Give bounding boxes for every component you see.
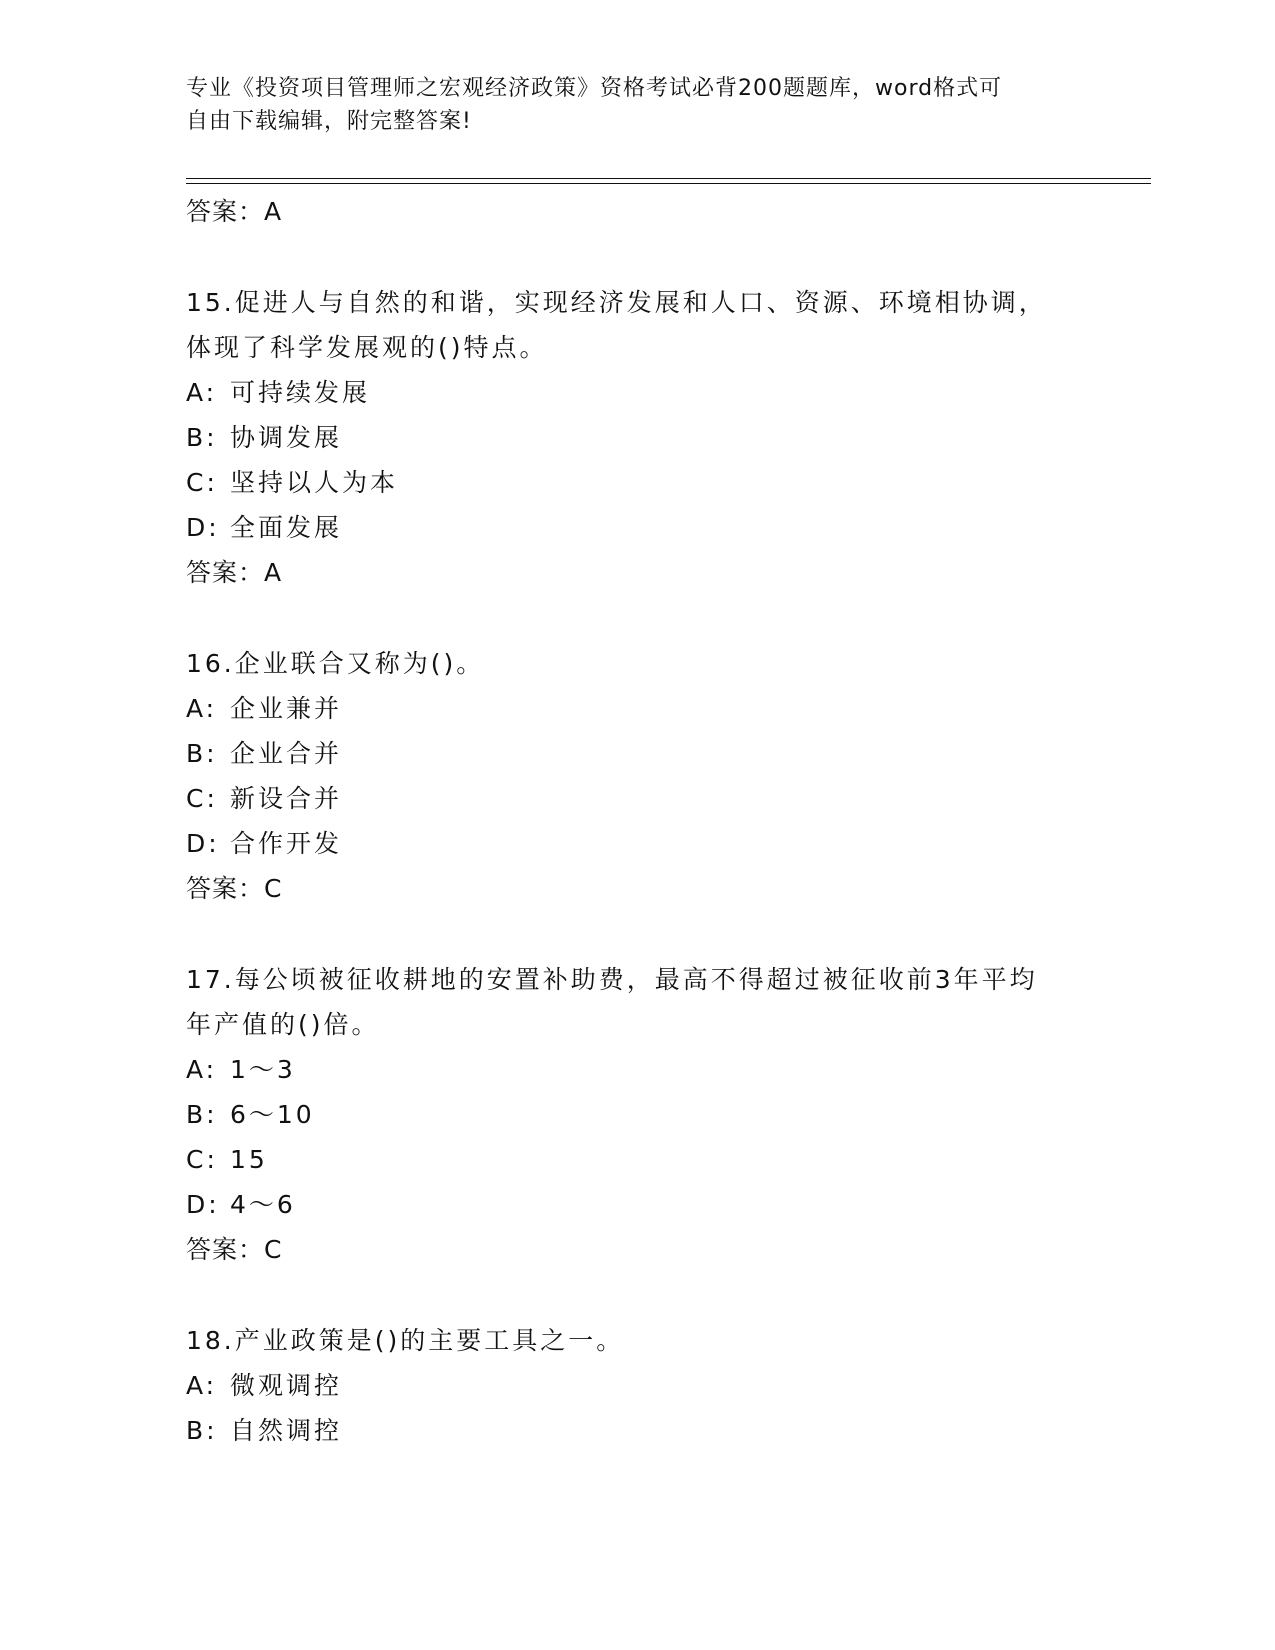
option-text: 15 [230, 1145, 268, 1174]
option-letter: D: [186, 1190, 220, 1219]
question-line: 15.促进人与自然的和谐，实现经济发展和人口、资源、环境相协调， [186, 288, 1047, 317]
option-letter: D: [186, 513, 220, 542]
question-line: 18.产业政策是()的主要工具之一。 [186, 1326, 625, 1355]
option-letter: C: [186, 784, 218, 813]
header-divider-top [186, 178, 1151, 179]
option-letter: B: [186, 423, 218, 452]
option-letter: B: [186, 1416, 218, 1445]
option-d [186, 505, 1146, 550]
option-text: 4～6 [230, 1190, 296, 1219]
answer-line: 答案：C [186, 874, 283, 903]
header-line-2: 自由下载编辑，附完整答案! [186, 109, 472, 134]
option-letter: A: [186, 1371, 218, 1400]
answer-line: 答案：A [186, 558, 283, 587]
option-letter: A: [186, 694, 218, 723]
spacer [186, 234, 1146, 280]
question-text [186, 957, 1086, 1047]
question-line: 16.企业联合又称为()。 [186, 649, 485, 678]
answer-line: 答案：A [186, 197, 283, 226]
option-letter: C: [186, 468, 218, 497]
question-line: 体现了科学发展观的()特点。 [186, 333, 548, 362]
header-divider-bottom [186, 183, 1151, 184]
option-d [186, 1182, 1146, 1227]
option-d [186, 821, 1146, 866]
option-letter: B: [186, 1100, 218, 1129]
document-header [186, 72, 1086, 138]
option-text: 6～10 [230, 1100, 315, 1129]
question-block-17 [186, 957, 1146, 1272]
option-a [186, 1363, 1146, 1408]
option-text: 新设合并 [230, 784, 343, 813]
option-a [186, 686, 1146, 731]
answer-line: 答案：C [186, 1235, 283, 1264]
option-text: 合作开发 [230, 829, 343, 858]
option-text: 全面发展 [230, 513, 343, 542]
option-letter: D: [186, 829, 220, 858]
option-text: 坚持以人为本 [230, 468, 399, 497]
option-c [186, 460, 1146, 505]
question-text [186, 641, 1086, 686]
option-letter: B: [186, 739, 218, 768]
question-list [186, 189, 1146, 1453]
spacer [186, 911, 1146, 957]
question-text [186, 280, 1086, 370]
spacer [186, 1272, 1146, 1318]
question-block-15 [186, 280, 1146, 595]
question-line: 17.每公顷被征收耕地的安置补助费，最高不得超过被征收前3年平均 [186, 965, 1038, 994]
option-text: 协调发展 [230, 423, 343, 452]
option-text: 自然调控 [230, 1416, 343, 1445]
question-text [186, 1318, 1086, 1363]
spacer [186, 595, 1146, 641]
header-line-1: 专业《投资项目管理师之宏观经济政策》资格考试必背200题题库，word格式可 [186, 76, 1003, 101]
option-text: 企业合并 [230, 739, 343, 768]
option-letter: A: [186, 1055, 218, 1084]
option-b [186, 415, 1146, 460]
option-c [186, 776, 1146, 821]
option-text: 微观调控 [230, 1371, 343, 1400]
question-block-16 [186, 641, 1146, 911]
option-a [186, 370, 1146, 415]
option-b [186, 1092, 1146, 1137]
option-text: 1～3 [230, 1055, 296, 1084]
option-a [186, 1047, 1146, 1092]
option-c [186, 1137, 1146, 1182]
option-b [186, 731, 1146, 776]
question-line: 年产值的()倍。 [186, 1010, 380, 1039]
option-text: 企业兼并 [230, 694, 343, 723]
option-text: 可持续发展 [230, 378, 371, 407]
question-block-18 [186, 1318, 1146, 1453]
option-letter: C: [186, 1145, 218, 1174]
option-b [186, 1408, 1146, 1453]
option-letter: A: [186, 378, 218, 407]
